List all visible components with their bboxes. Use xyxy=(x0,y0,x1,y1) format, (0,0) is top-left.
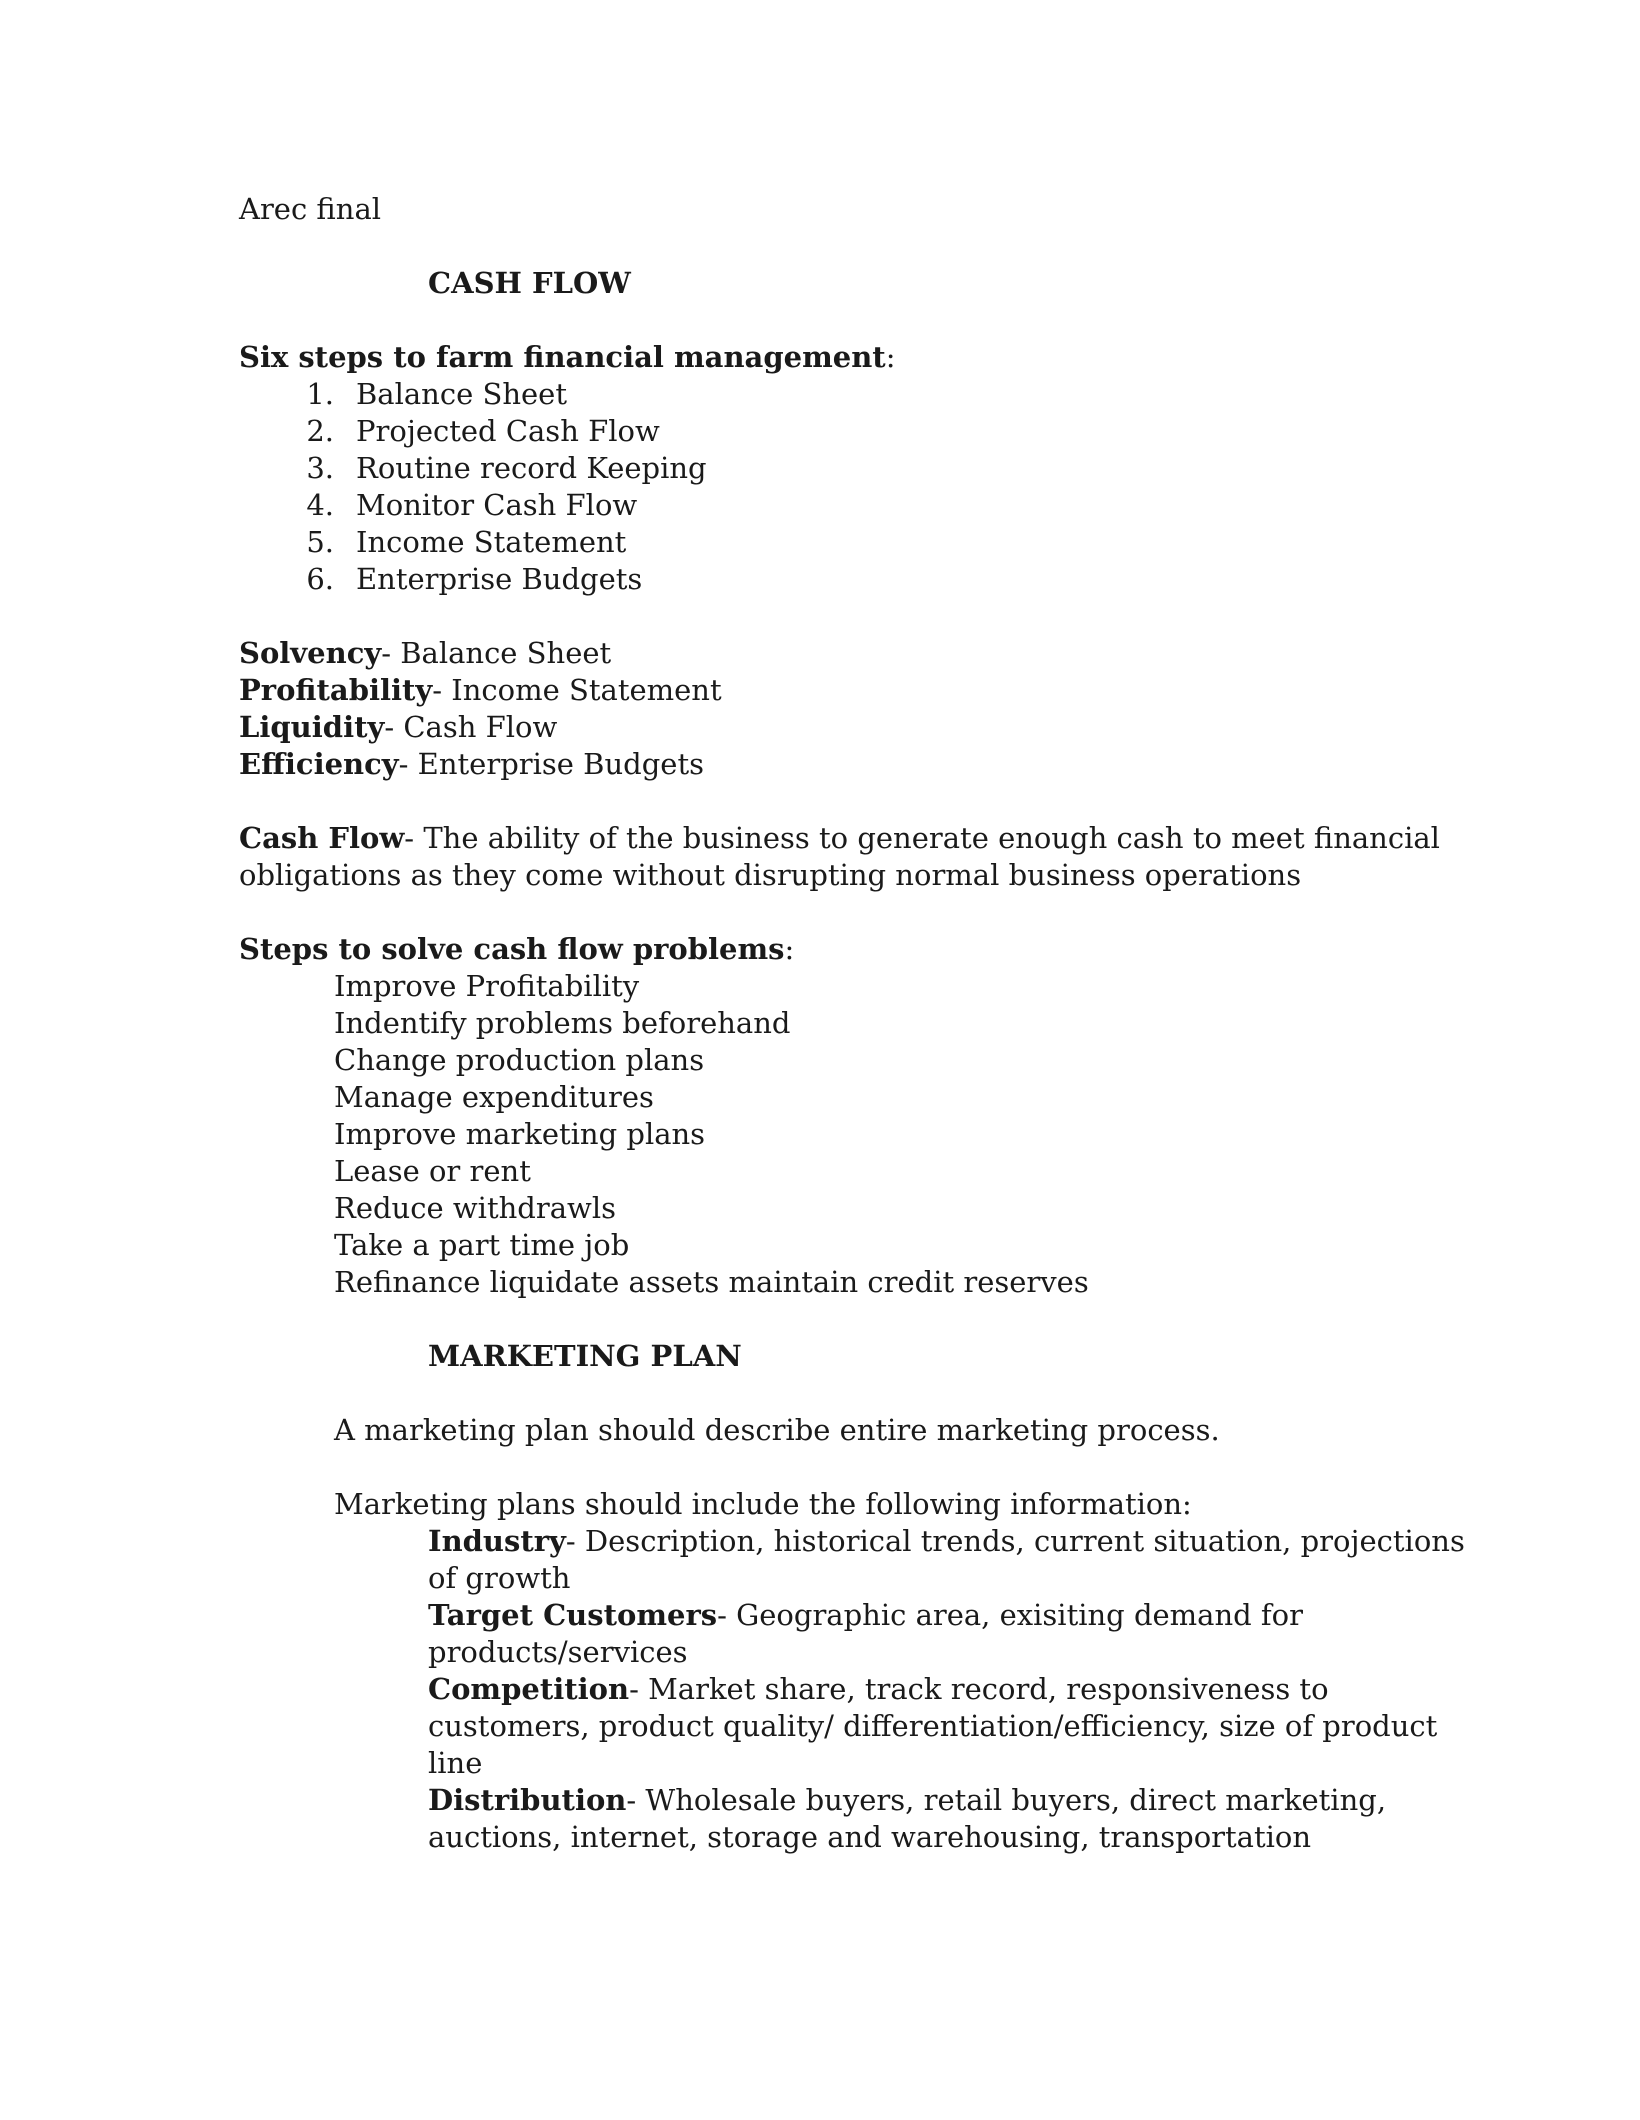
definition-term: Cash Flow xyxy=(239,821,405,855)
definition-desc: - Balance Sheet xyxy=(381,636,612,670)
solve-steps-colon: : xyxy=(784,932,795,966)
cash-flow-heading: CASH FLOW xyxy=(428,266,631,300)
list-item-text: Balance Sheet xyxy=(356,377,567,411)
list-item xyxy=(286,524,626,561)
list-item: Manage expenditures xyxy=(334,1080,654,1114)
definition-desc: - Wholesale buyers, retail buyers, direct marketing, xyxy=(626,1783,1387,1817)
document-title: Arec final xyxy=(239,192,382,226)
definition-desc: - Description, historical trends, current situation, projections xyxy=(565,1524,1465,1558)
definition-term: Profitability xyxy=(239,673,433,707)
six-steps-heading xyxy=(239,339,895,376)
competition-item xyxy=(428,1671,1329,1708)
solve-steps-label: Steps to solve cash flow problems xyxy=(239,932,785,966)
definition-desc: - Market share, track record, responsiveness to xyxy=(629,1672,1329,1706)
list-item xyxy=(286,487,637,524)
distribution-item xyxy=(428,1782,1386,1819)
list-item xyxy=(286,450,707,487)
definition-term: Industry xyxy=(428,1524,566,1558)
list-item: Take a part time job xyxy=(334,1228,630,1262)
list-number: 2. xyxy=(306,414,334,448)
list-item: Change production plans xyxy=(334,1043,705,1077)
list-number: 6. xyxy=(306,562,334,596)
list-item xyxy=(286,413,660,450)
definition-term: Efficiency xyxy=(239,747,399,781)
six-steps-label: Six steps to farm financial management xyxy=(239,340,886,374)
distribution-item-cont: auctions, internet, storage and warehousing, transportation xyxy=(428,1820,1312,1854)
definition-term: Target Customers xyxy=(428,1598,718,1632)
definition-term: Liquidity xyxy=(239,710,385,744)
target-customers-item xyxy=(428,1597,1303,1634)
list-number: 3. xyxy=(306,451,334,485)
list-item xyxy=(286,376,567,413)
list-item: Refinance liquidate assets maintain credit reserves xyxy=(334,1265,1089,1299)
definition-term: Competition xyxy=(428,1672,630,1706)
list-item xyxy=(286,561,642,598)
marketing-plan-heading: MARKETING PLAN xyxy=(428,1339,742,1373)
definition-liquidity xyxy=(239,709,557,746)
marketing-include-label: Marketing plans should include the following information: xyxy=(334,1487,1192,1521)
definition-desc: - Income Statement xyxy=(432,673,722,707)
list-number: 4. xyxy=(306,488,334,522)
definition-desc: - Enterprise Budgets xyxy=(398,747,704,781)
definition-solvency xyxy=(239,635,611,672)
list-item: Indentify problems beforehand xyxy=(334,1006,791,1040)
definition-desc: - Cash Flow xyxy=(384,710,558,744)
list-item-text: Enterprise Budgets xyxy=(356,562,643,596)
definition-term: Solvency xyxy=(239,636,382,670)
cash-flow-definition xyxy=(239,820,1440,857)
competition-item-cont: customers, product quality/ differentiation/efficiency, size of product xyxy=(428,1709,1438,1743)
list-item-text: Routine record Keeping xyxy=(356,451,707,485)
industry-item-cont: of growth xyxy=(428,1561,571,1595)
definition-desc: - Geographic area, exisiting demand for xyxy=(717,1598,1303,1632)
list-number: 1. xyxy=(306,377,334,411)
six-steps-colon: : xyxy=(885,340,896,374)
list-item: Lease or rent xyxy=(334,1154,531,1188)
definition-efficiency xyxy=(239,746,704,783)
cash-flow-definition-cont: obligations as they come without disrupting normal business operations xyxy=(239,858,1302,892)
list-item: Improve marketing plans xyxy=(334,1117,706,1151)
definition-profitability xyxy=(239,672,722,709)
list-item: Improve Profitability xyxy=(334,969,640,1003)
target-customers-item-cont: products/services xyxy=(428,1635,688,1669)
list-item-text: Income Statement xyxy=(356,525,627,559)
marketing-intro: A marketing plan should describe entire marketing process. xyxy=(334,1413,1220,1447)
list-number: 5. xyxy=(306,525,334,559)
list-item-text: Projected Cash Flow xyxy=(356,414,660,448)
definition-desc: - The ability of the business to generate enough cash to meet financial xyxy=(404,821,1440,855)
solve-steps-heading xyxy=(239,931,794,968)
industry-item xyxy=(428,1523,1465,1560)
list-item: Reduce withdrawls xyxy=(334,1191,616,1225)
list-item-text: Monitor Cash Flow xyxy=(356,488,638,522)
definition-term: Distribution xyxy=(428,1783,627,1817)
competition-item-cont: line xyxy=(428,1746,483,1780)
